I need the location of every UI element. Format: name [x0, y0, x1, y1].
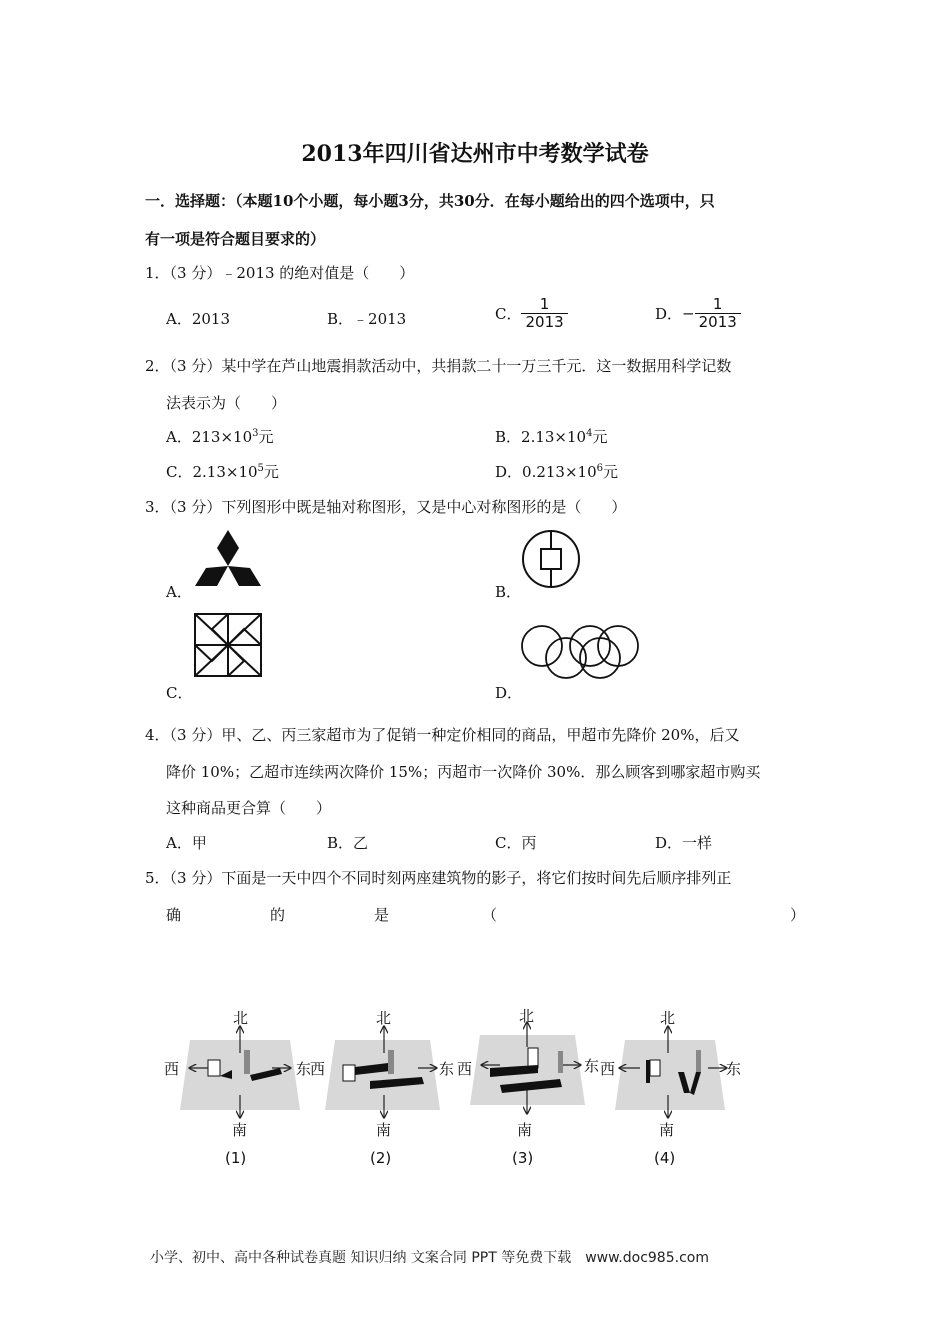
panel-label-4: (4) — [654, 1149, 676, 1167]
east-label-2: 东 — [439, 1060, 455, 1078]
q1-option-c-label: C． — [495, 305, 522, 323]
pinwheel-blade4 — [195, 645, 228, 661]
pinwheel-blade3 — [228, 645, 244, 676]
west-label-4: 西 — [600, 1060, 616, 1078]
q3-option-c-figure — [192, 611, 264, 679]
q3-option-b-figure — [520, 528, 582, 590]
q1-d-numerator: 1 — [712, 295, 723, 313]
q3-option-d-figure — [520, 622, 640, 682]
q2-c-unit: 元 — [263, 463, 279, 481]
q4-stem-line2: 降价 10%；乙超市连续两次降价 15%；丙超市一次降价 30%．那么顾客到哪家超市购买 — [166, 763, 761, 781]
panel-label-1: (1) — [225, 1149, 247, 1167]
footer-ad: 小学、初中、高中各种试卷真题 知识归纳 文案合同 PPT 等免费下载 www.doc985.com — [150, 1250, 709, 1266]
shadow-panel-2 — [310, 1009, 454, 1167]
q2-d-base: D．0.213×10 — [495, 463, 597, 481]
south-label-3: 南 — [517, 1121, 533, 1139]
diamond-right — [228, 566, 261, 586]
shadow-panel-4 — [600, 1009, 741, 1167]
q2-d-unit: 元 — [603, 463, 619, 481]
q2-b-base: B．2.13×10 — [495, 428, 587, 446]
west-label-3: 西 — [457, 1060, 473, 1078]
q1-c-numerator: 1 — [539, 295, 550, 313]
shadow-a-4 — [646, 1060, 650, 1083]
q1-c-denominator: 2013 — [521, 313, 567, 331]
building-a-3 — [528, 1048, 538, 1068]
section-heading-line1: 一．选择题：（本题10个小题，每小题3分，共30分．在每小题给出的四个选项中，只 — [145, 192, 715, 210]
q1-stem: 1．（3 分）﹣2013 的绝对值是（ ） — [145, 264, 415, 282]
north-label-1: 北 — [233, 1009, 249, 1027]
q2-option-d — [495, 461, 618, 482]
q1-option-d-fraction — [695, 296, 741, 331]
ground-plate-2 — [325, 1040, 440, 1110]
south-label-2: 南 — [376, 1121, 392, 1139]
q2-option-b — [495, 426, 607, 447]
q3-option-b-label: B． — [495, 583, 522, 601]
q2-b-unit: 元 — [592, 428, 608, 446]
q2-a-exponent: 3 — [252, 428, 259, 439]
q1-option-b: B．﹣2013 — [327, 310, 407, 328]
q2-option-a — [166, 426, 274, 447]
q4-stem-line1: 4．（3 分）甲、乙、丙三家超市为了促销一种定价相同的商品，甲超市先降价 20%，后又 — [145, 726, 740, 744]
ring-5 — [598, 626, 638, 666]
ground-plate-4 — [615, 1040, 725, 1110]
q3-option-c-label: C． — [166, 684, 193, 702]
q5-word-2: 的 — [270, 906, 286, 924]
south-label-4: 南 — [659, 1121, 675, 1139]
q1-option-c — [495, 296, 568, 331]
section-heading-line2: 有一项是符合题目要求的） — [145, 230, 326, 248]
q5-shadow-figures — [160, 1005, 760, 1175]
pinwheel-blade1 — [212, 614, 228, 645]
q3-option-a-figure — [193, 528, 263, 590]
q3-option-d-label: D． — [495, 684, 523, 702]
q2-c-base: C．2.13×10 — [166, 463, 258, 481]
page-title: 2013年四川省达州市中考数学试卷 — [301, 141, 649, 167]
west-label-2: 西 — [310, 1060, 326, 1078]
q2-b-exponent: 4 — [586, 428, 593, 439]
q5-word-5: ） — [790, 906, 806, 924]
q5-word-1: 确 — [166, 906, 182, 924]
q2-d-exponent: 6 — [596, 463, 603, 474]
q1-option-d — [655, 296, 741, 331]
q1-option-a: A．2013 — [166, 310, 231, 328]
building-b-4 — [696, 1050, 701, 1072]
q4-option-c: C．丙 — [495, 834, 537, 852]
north-label-4: 北 — [660, 1009, 676, 1027]
building-a-4 — [650, 1060, 660, 1076]
ring-1 — [522, 626, 562, 666]
shadow-panel-3 — [457, 1007, 599, 1167]
q4-option-d: D．一样 — [655, 834, 713, 852]
q2-stem-line1: 2．（3 分）某中学在芦山地震捐款活动中，共捐款二十一万三千元．这一数据用科学记数 — [145, 357, 732, 375]
q1-d-denominator: 2013 — [695, 313, 741, 331]
q2-option-c — [166, 461, 279, 482]
q4-stem-line3: 这种商品更合算（ ） — [166, 799, 332, 817]
building-b-1 — [244, 1050, 250, 1074]
east-label-3: 东 — [584, 1057, 600, 1075]
east-label-1: 东 — [296, 1060, 312, 1078]
q1-option-c-fraction — [521, 296, 567, 331]
south-label-1: 南 — [232, 1121, 248, 1139]
diamond-top — [217, 530, 239, 566]
q3-stem: 3．（3 分）下列图形中既是轴对称图形，又是中心对称图形的是（ ） — [145, 498, 627, 516]
q3-option-a-label: A． — [166, 583, 192, 601]
building-b-3 — [558, 1051, 563, 1073]
building-b-2 — [388, 1050, 394, 1074]
q4-option-b: B．乙 — [327, 834, 369, 852]
north-label-3: 北 — [519, 1007, 535, 1025]
shadow-panel-1 — [164, 1009, 311, 1167]
diamond-left — [195, 566, 228, 586]
north-label-2: 北 — [376, 1009, 392, 1027]
q1-option-d-label: D． — [655, 305, 683, 323]
q2-a-base: A．213×10 — [166, 428, 253, 446]
panel-label-2: (2) — [370, 1149, 392, 1167]
east-label-4: 东 — [726, 1060, 742, 1078]
q2-a-unit: 元 — [258, 428, 274, 446]
q5-stem-line1: 5．（3 分）下面是一天中四个不同时刻两座建筑物的影子，将它们按时间先后顺序排列正 — [145, 869, 732, 887]
q1-option-d-sign: − — [682, 304, 695, 323]
west-label-1: 西 — [164, 1060, 180, 1078]
panel-label-3: (3) — [512, 1149, 534, 1167]
q2-stem-line2: 法表示为（ ） — [166, 394, 287, 412]
pinwheel-blade2 — [228, 629, 261, 645]
q5-word-3: 是 — [374, 906, 390, 924]
q5-word-4: （ — [482, 906, 498, 924]
q2-c-exponent: 5 — [257, 463, 264, 474]
center-square — [541, 549, 561, 569]
building-a-1 — [208, 1060, 220, 1076]
building-a-2 — [343, 1065, 355, 1081]
q4-option-a: A．甲 — [166, 834, 207, 852]
